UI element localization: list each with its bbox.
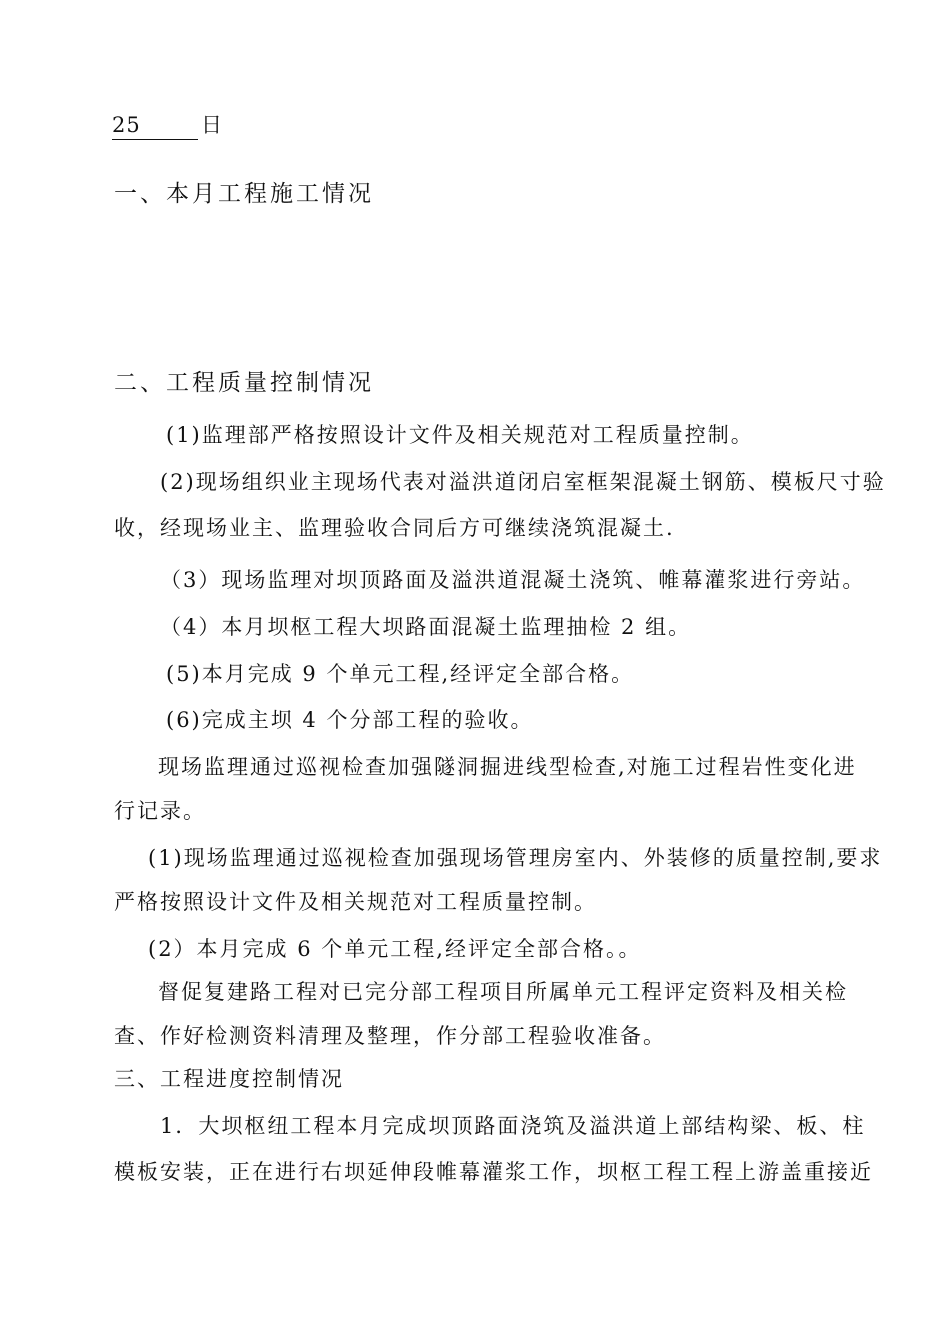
section1-heading: 一、本月工程施工情况 <box>114 181 374 207</box>
paragraph-line: (1)监理部严格按照设计文件及相关规范对工程质量控制。 <box>166 423 754 447</box>
paragraph-line: 查、作好检测资料清理及整理，作分部工程验收准备。 <box>114 1024 666 1048</box>
paragraph-line: 1．大坝枢纽工程本月完成坝顶路面浇筑及溢洪道上部结构梁、板、柱 <box>160 1114 866 1138</box>
section2-heading: 二、工程质量控制情况 <box>114 370 374 396</box>
section3-heading: 三、工程进度控制情况 <box>114 1067 344 1091</box>
paragraph-line: 督促复建路工程对已完分部工程项目所属单元工程评定资料及相关检 <box>158 980 848 1004</box>
paragraph-line: （4）本月坝枢工程大坝路面混凝土监理抽检 2 组。 <box>160 615 692 639</box>
paragraph-line: （3）现场监理对坝顶路面及溢洪道混凝土浇筑、帷幕灌浆进行旁站。 <box>160 568 866 592</box>
paragraph-line: 严格按照设计文件及相关规范对工程质量控制。 <box>114 890 597 914</box>
paragraph-line: 行记录。 <box>114 799 206 823</box>
date-day-field: 25 <box>112 110 198 140</box>
paragraph-line: (2）本月完成 6 个单元工程,经评定全部合格。。 <box>148 937 642 961</box>
paragraph-line: (2)现场组织业主现场代表对溢洪道闭启室框架混凝土钢筋、模板尺寸验 <box>160 470 886 494</box>
paragraph-line: 模板安装，正在进行右坝延伸段帷幕灌浆工作，坝枢工程工程上游盖重接近 <box>114 1160 873 1184</box>
paragraph-line: (6)完成主坝 4 个分部工程的验收。 <box>166 708 534 732</box>
paragraph-line: 收，经现场业主、监理验收合同后方可继续浇筑混凝土. <box>114 516 675 540</box>
paragraph-line: 现场监理通过巡视检查加强隧洞掘进线型检查,对施工过程岩性变化进 <box>158 755 857 779</box>
paragraph-line: (5)本月完成 9 个单元工程,经评定全部合格。 <box>166 662 635 686</box>
paragraph-line: (1)现场监理通过巡视检查加强现场管理房室内、外装修的质量控制,要求 <box>148 846 883 870</box>
date-day-label: 日 <box>201 113 222 137</box>
